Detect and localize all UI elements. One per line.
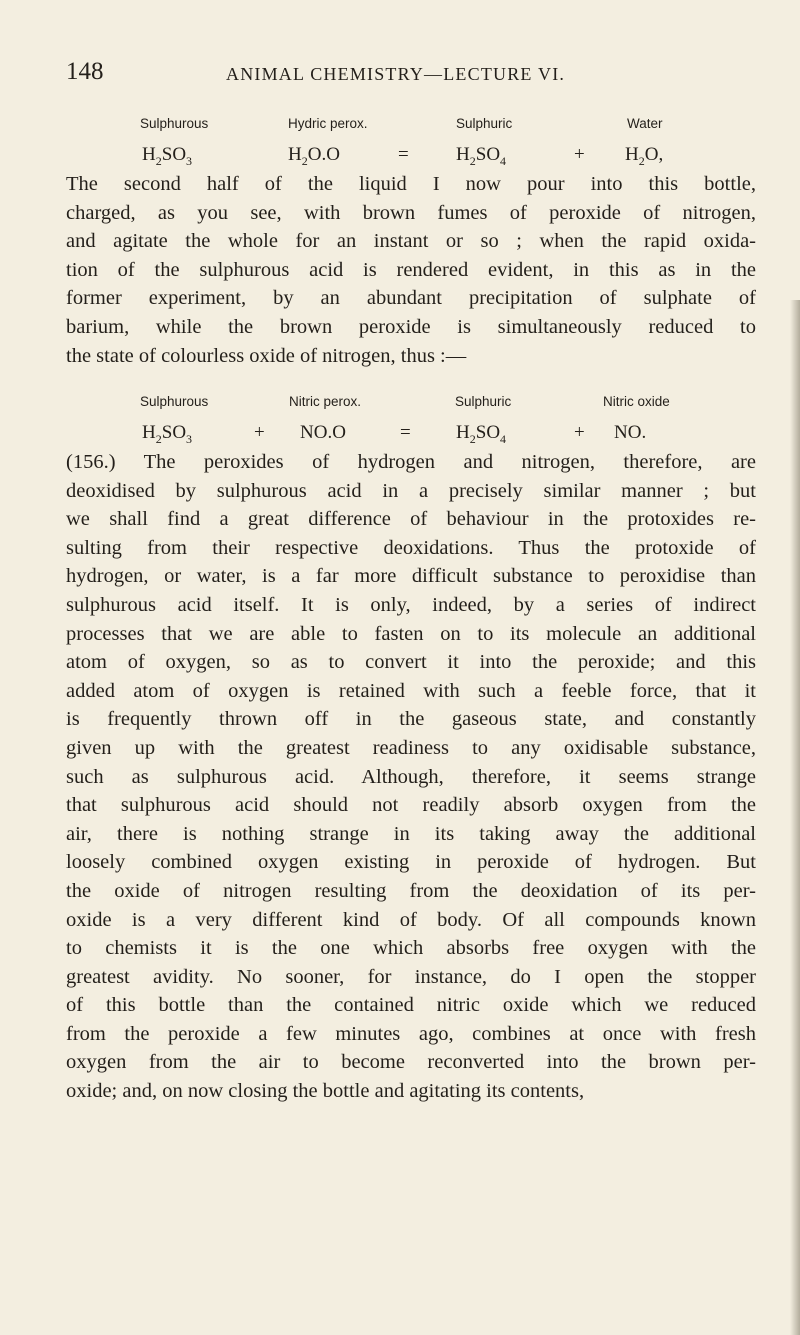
- text-line: atom of oxygen, so as to convert it into the peroxide; and this: [66, 651, 756, 674]
- paragraph: [66, 170, 756, 370]
- chem-formula: NO.O: [300, 422, 346, 443]
- equation-label: Sulphuric: [456, 116, 513, 131]
- text-line: to chemists it is the one which absorbs free oxygen with the: [66, 937, 756, 960]
- text-line: processes that we are able to fasten on to its molecule an additional: [66, 622, 756, 645]
- equation-operator: =: [400, 422, 411, 443]
- equation-operator: +: [574, 422, 585, 443]
- text-line: charged, as you see, with brown fumes of peroxide of nitrogen,: [66, 201, 756, 224]
- text-line: barium, while the brown peroxide is simultaneously reduced to: [66, 315, 756, 338]
- chem-formula: $H_2SO_3$: [142, 144, 193, 168]
- text-line: greatest avidity. No sooner, for instance, do I open the stopper: [66, 965, 756, 988]
- text-line: loosely combined oxygen existing in peroxide of hydrogen. But: [66, 851, 756, 874]
- text-line: of this bottle than the contained nitric oxide which we reduced: [66, 994, 756, 1017]
- text-line: sulphurous acid itself. It is only, indeed, by a series of indirect: [66, 593, 756, 616]
- equation-label: Water: [627, 116, 663, 131]
- equation-nitric-peroxide: [0, 394, 800, 446]
- running-head: ANIMAL CHEMISTRY—LECTURE VI.: [226, 64, 566, 84]
- text-line: such as sulphurous acid. Although, therefore, it seems strange: [66, 765, 756, 788]
- chem-formula: $H_2SO_4$: [456, 144, 507, 168]
- text-line: sulting from their respective deoxidations. Thus the protoxide of: [66, 536, 756, 559]
- page-number: 148: [66, 58, 104, 85]
- text-line: oxide is a very different kind of body. Of all compounds known: [66, 908, 756, 931]
- text-line: The second half of the liquid I now pour into this bottle,: [66, 173, 756, 195]
- text-line: oxygen from the air to become reconverted into the brown per-: [66, 1051, 756, 1074]
- text-line: hydrogen, or water, is a far more difficult substance to peroxidise than: [66, 565, 756, 588]
- chem-formula: $H_2O.O$: [288, 144, 340, 168]
- equation-hydric-peroxide: [0, 116, 800, 168]
- equation-label: Nitric oxide: [603, 394, 670, 409]
- text-line: former experiment, by an abundant precipitation of sulphate of: [66, 287, 756, 310]
- text-line: air, there is nothing strange in its taking away the additional: [66, 822, 756, 845]
- text-line: tion of the sulphurous acid is rendered evident, in this as in the: [66, 258, 756, 281]
- text-line: oxide; and, on now closing the bottle and agitating its contents,: [66, 1080, 585, 1103]
- equation-label: Sulphurous: [140, 394, 209, 409]
- equation-operator: =: [398, 144, 409, 165]
- text-line: from the peroxide a few minutes ago, combines at once with fresh: [66, 1022, 756, 1045]
- equation-label: Sulphuric: [455, 394, 512, 409]
- chem-formula: $H_2SO_4$: [456, 422, 507, 446]
- equation-label: Nitric perox.: [289, 394, 362, 409]
- chem-formula: NO.: [614, 422, 647, 443]
- text-line: the oxide of nitrogen resulting from the deoxidation of its per-: [66, 879, 756, 902]
- equation-operator: +: [574, 144, 585, 165]
- page-header: [66, 58, 756, 94]
- paragraph: [66, 448, 756, 1106]
- text-line: and agitate the whole for an instant or so ; when the rapid oxida-: [66, 230, 756, 253]
- text-line: the state of colourless oxide of nitrogen, thus :—: [66, 344, 467, 367]
- page-edge-shadow: [790, 300, 800, 1335]
- text-line: is frequently thrown off in the gaseous state, and constantly: [66, 708, 756, 731]
- equation-operator: +: [254, 422, 265, 443]
- text-line: added atom of oxygen is retained with such a feeble force, that it: [66, 679, 756, 702]
- text-line: we shall find a great difference of behaviour in the protoxides re-: [66, 508, 756, 531]
- text-line: given up with the greatest readiness to any oxidisable substance,: [66, 736, 756, 759]
- chem-formula: $H_2SO_3$: [142, 422, 193, 446]
- text-line: deoxidised by sulphurous acid in a precisely similar manner ; but: [66, 479, 756, 502]
- equation-label: Hydric perox.: [288, 116, 368, 131]
- text-line: (156.) The peroxides of hydrogen and nitrogen, therefore, are: [66, 451, 756, 473]
- equation-label: Sulphurous: [140, 116, 209, 131]
- text-line: that sulphurous acid should not readily absorb oxygen from the: [66, 794, 756, 817]
- chem-formula: $H_2O$,: [625, 144, 664, 168]
